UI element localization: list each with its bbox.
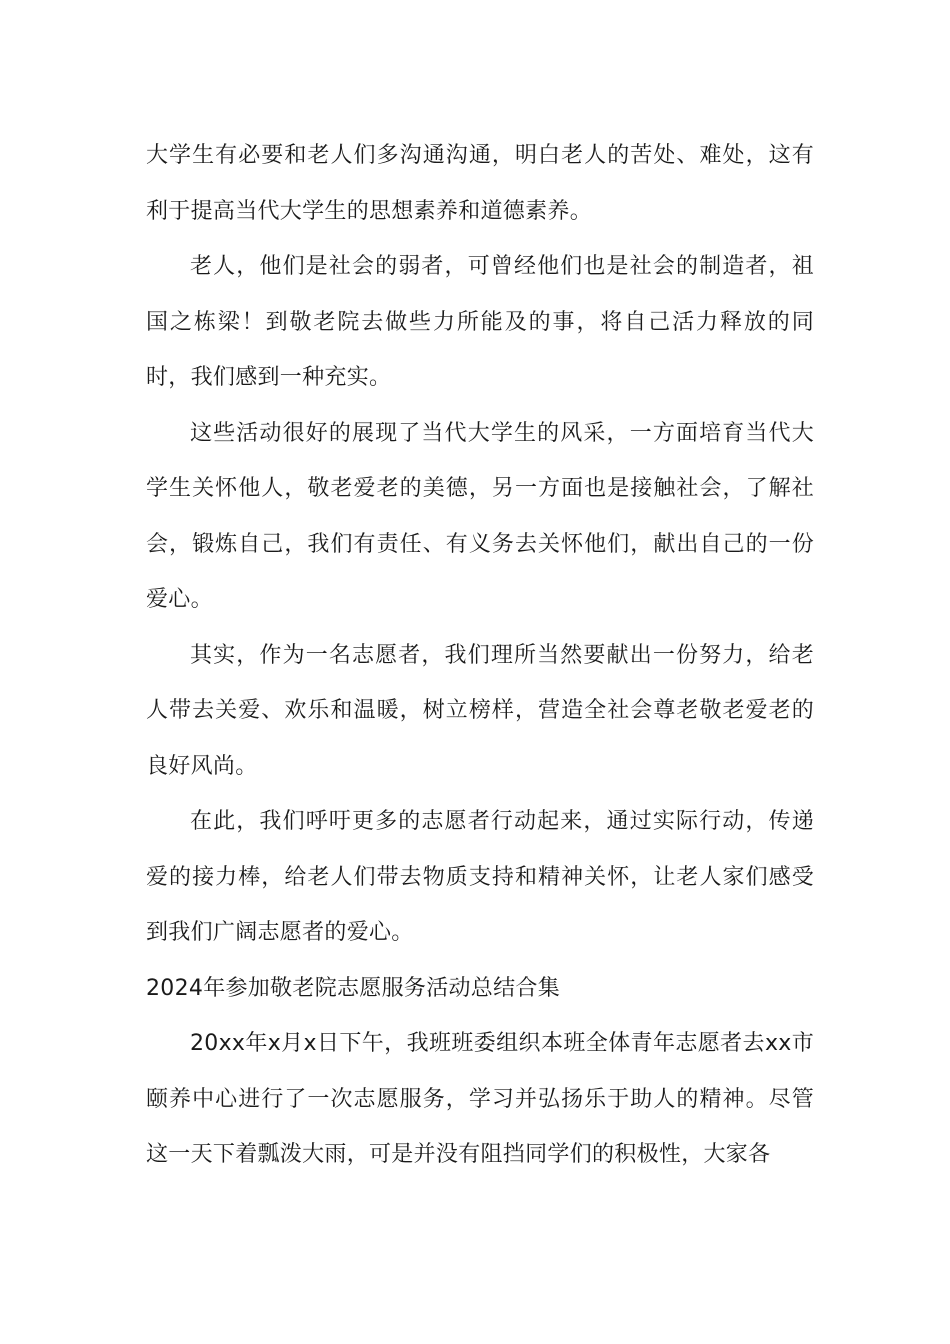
section-title: 2024年参加敬老院志愿服务活动总结合集 <box>146 975 560 1001</box>
document-body <box>146 128 814 1183</box>
paragraph-4: 其实，作为一名志愿者，我们理所当然要献出一份努力，给老人带去关爱、欢乐和温暖，树立榜样，营造全社会尊老敬老爱老的良好风尚。 <box>146 642 814 779</box>
paragraph-3: 这些活动很好的展现了当代大学生的风采，一方面培育当代大学生关怀他人，敬老爱老的美德，另一方面也是接触社会，了解社会，锻炼自己，我们有责任、有义务去关怀他们，献出自己的一份爱心。 <box>146 420 814 612</box>
paragraph-1: 大学生有必要和老人们多沟通沟通，明白老人的苦处、难处，这有利于提高当代大学生的思想素养和道德素养。 <box>146 143 814 224</box>
paragraph-5: 在此，我们呼吁更多的志愿者行动起来，通过实际行动，传递爱的接力棒，给老人们带去物质支持和精神关怀，让老人家们感受到我们广阔志愿者的爱心。 <box>146 809 814 945</box>
paragraph-6: 20xx年x月x日下午，我班班委组织本班全体青年志愿者去xx市颐养中心进行了一次志愿服务，学习并弘扬乐于助人的精神。尽管这一天下着瓢泼大雨，可是并没有阻挡同学们的积极性，大家各 <box>146 1031 814 1167</box>
paragraph-2: 老人，他们是社会的弱者，可曾经他们也是社会的制造者，祖国之栋梁！到敬老院去做些力所能及的事，将自己活力释放的同时，我们感到一种充实。 <box>146 254 814 390</box>
